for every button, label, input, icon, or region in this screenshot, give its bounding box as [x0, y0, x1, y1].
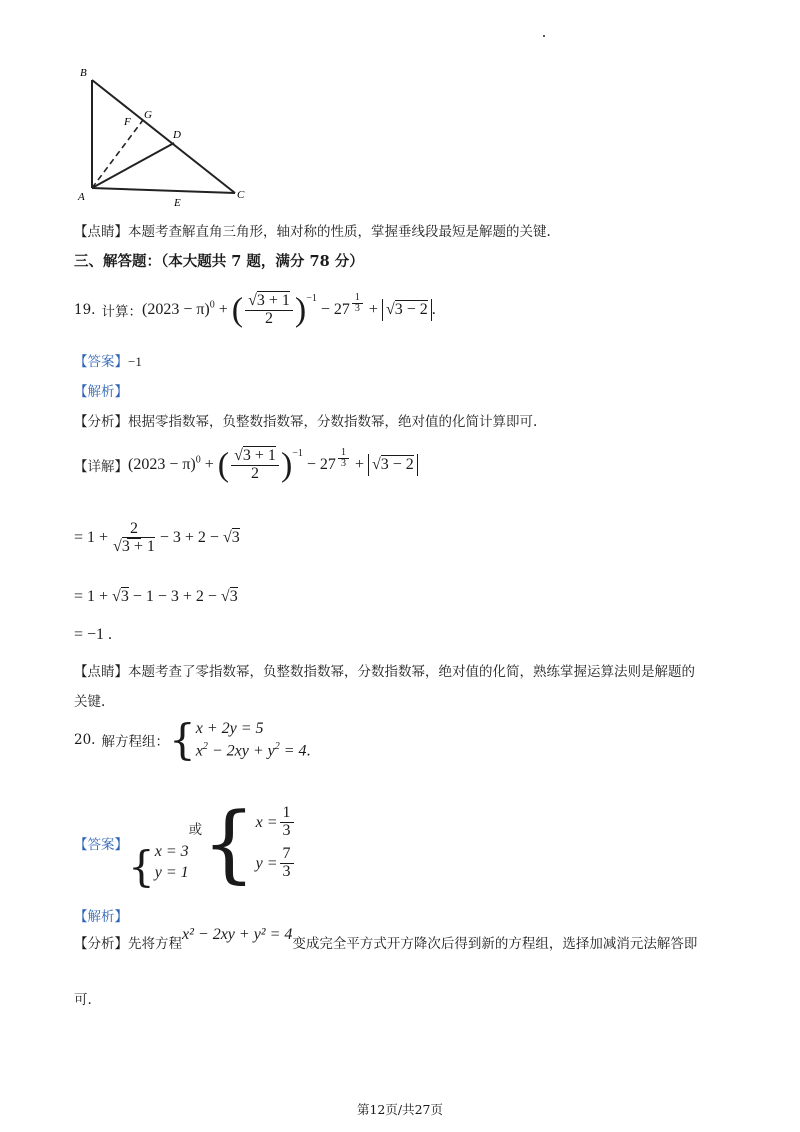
detail-abs-inner: 3 − 2: [380, 456, 414, 473]
segment-ag-dashed: [92, 120, 143, 188]
sol2-yden: 3: [282, 862, 291, 880]
q19-answer: [74, 350, 142, 370]
detail-exp-num: 1: [338, 448, 349, 460]
page-footer: 第12页/共27页: [356, 1102, 444, 1117]
q19-prompt: 计算：: [101, 304, 142, 320]
q20-line: 20. 解方程组： { x + 2y = 5 $x^2 - 2xy + y^2 = 4$.: [74, 714, 311, 764]
q19-minus27: − 27: [320, 300, 350, 318]
dianjing-tag: 【点睛】: [74, 224, 128, 240]
q19-fenxi: [74, 410, 537, 430]
q19-exp0: 0: [209, 299, 215, 311]
step1-num: 2: [127, 521, 141, 539]
triangle-figure: [70, 60, 260, 210]
q19-frac-num: 3 + 1: [256, 291, 290, 309]
segment-ac: [92, 188, 235, 193]
fenxi-text: 根据零指数幂，负整数指数幂，分数指数幂，绝对值的化简计算即可.: [128, 414, 538, 430]
label-a: A: [78, 191, 85, 203]
detail-exp-neg1: −1: [292, 447, 303, 459]
dianjing2-tag: 【点睛】: [74, 664, 128, 680]
section-title: 三、解答题：（本大题共 7 题，满分 78 分）: [74, 253, 364, 270]
q20-eq2c: = 4: [279, 741, 307, 759]
answer-tag: 【答案】: [74, 354, 128, 370]
detail-expression: $(2023 - \pi)^0$ + ( $\frac{√3 + 1}{2}$ )$^{-1}$ − 27 $\frac{1}{3}$ + √3 − 2: [128, 448, 418, 483]
q20-fenxi-b: 变成完全平方式开方降次后得到新的方程组，选择加减消元法解答即: [292, 936, 698, 952]
sol2-x: x =: [255, 814, 278, 832]
q19-step3: = −1 .: [74, 626, 113, 643]
sol1-y: y = 1: [154, 864, 189, 882]
q20-sol2: [256, 805, 296, 880]
q20-sq2: 2: [274, 740, 280, 752]
q19-step1: = 1 + $\frac{2}{√3 + 1}$ − 3 + 2 − √3: [74, 519, 240, 555]
q19-end: .: [431, 300, 436, 318]
dianjing-1: [74, 220, 551, 240]
q20-system: [196, 718, 311, 762]
detail-frac-den: 2: [251, 464, 260, 482]
detail-minus27: − 27: [306, 455, 336, 473]
q20-fenxi: [74, 926, 698, 952]
segment-ad: [92, 143, 174, 188]
label-c: C: [237, 189, 245, 201]
q20-eq2b: − 2xy + y: [207, 741, 275, 759]
q19-analysis-tag: 【解析】: [74, 384, 128, 400]
q19-detail: [74, 440, 418, 490]
detail-exp0: 0: [195, 454, 201, 466]
q19-dianjing-cont: 关键.: [74, 694, 106, 710]
sol2-ynum: 7: [280, 846, 294, 864]
q19-exp-num: 1: [352, 293, 363, 305]
q19-abs-inner: 3 − 2: [394, 301, 428, 318]
label-d: D: [173, 129, 181, 141]
step2-a: = 1 +: [74, 588, 109, 605]
sol1-x: x = 3: [154, 842, 189, 860]
answer-value: −1: [128, 354, 142, 369]
q19-dianjing: [74, 660, 695, 680]
sol2-xden: 3: [282, 822, 291, 840]
q20-fenxi-eq: x² − 2xy + y² = 4: [182, 926, 293, 943]
label-e: E: [174, 197, 181, 209]
q20-or: 或: [188, 822, 203, 838]
step1-rest: − 3 + 2 −: [159, 529, 219, 546]
detail-tag: 【详解】: [74, 459, 128, 475]
q20-answer-tag: 【答案】: [74, 837, 128, 853]
sol2-y: y =: [255, 854, 278, 872]
sol2-xnum: 1: [280, 805, 294, 823]
q20-number: 20.: [74, 731, 96, 748]
page-dot: [543, 35, 545, 37]
q20-eq2a: x: [195, 741, 203, 759]
q20-prompt: 解方程组：: [101, 733, 169, 750]
q20-eq1: x + 2y = 5: [195, 720, 264, 737]
q20-sq1: 2: [202, 740, 208, 752]
q20-sol1: [155, 841, 189, 884]
detail-base: (2023 − π): [128, 455, 196, 473]
q20-end: .: [306, 741, 311, 759]
q19-frac-den: 2: [265, 309, 274, 327]
q20-eq2: [196, 740, 311, 762]
label-g: G: [144, 109, 152, 121]
q20-fenxi-cont: 可.: [74, 992, 92, 1008]
q19-base: (2023 − π): [141, 300, 210, 318]
label-b: B: [80, 67, 87, 79]
q19-plus: +: [218, 300, 228, 318]
step1-sqrt: 3: [231, 529, 240, 546]
detail-frac-num: 3 + 1: [242, 446, 276, 464]
q19-exp-den: 3: [354, 303, 360, 315]
q20-fenxi-a: 先将方程: [128, 936, 182, 952]
q20-fenxi-tag: 【分析】: [74, 936, 128, 952]
q20-analysis-tag: 【解析】: [74, 909, 128, 925]
step2-c: − 1 − 3 + 2 −: [132, 588, 217, 605]
fenxi-tag: 【分析】: [74, 414, 128, 430]
q19-step2: = 1 + √3 − 1 − 3 + 2 − √3: [74, 588, 238, 605]
q20-answer: 【答案】 { x = 3 y = 1 或 { x = $\frac{1}{3}$ y = $\frac{7}{3}$: [74, 798, 296, 888]
q19-expression: $(2023 - \pi)^0$ + ( $\frac{√3 + 1}{2}$ )$^{-1}$ − 27 $\frac{1}{3}$ + √3 − 2 .: [141, 291, 436, 328]
dianjing2-text: 本题考查了零指数幂，负整数指数幂，分数指数幂，绝对值的化简，熟练掌握运算法则是解题的: [128, 664, 695, 680]
step1-eq: = 1 +: [74, 529, 109, 546]
label-f: F: [124, 116, 131, 128]
step2-b: 3: [120, 588, 129, 605]
q19-exp-neg1: −1: [306, 292, 317, 304]
dianjing-text: 本题考查解直角三角形，轴对称的性质，掌握垂线段最短是解题的关键.: [128, 224, 551, 240]
step2-d: 3: [229, 588, 238, 605]
q19-fraction: $\frac{√3 + 1}{2}$: [245, 293, 293, 328]
detail-exp-den: 3: [340, 458, 346, 470]
q19-abs: √3 − 2: [382, 299, 432, 321]
q19-number: 19.: [74, 302, 96, 318]
q19-line: [74, 285, 436, 335]
step1-den: 3 + 1: [121, 537, 155, 555]
